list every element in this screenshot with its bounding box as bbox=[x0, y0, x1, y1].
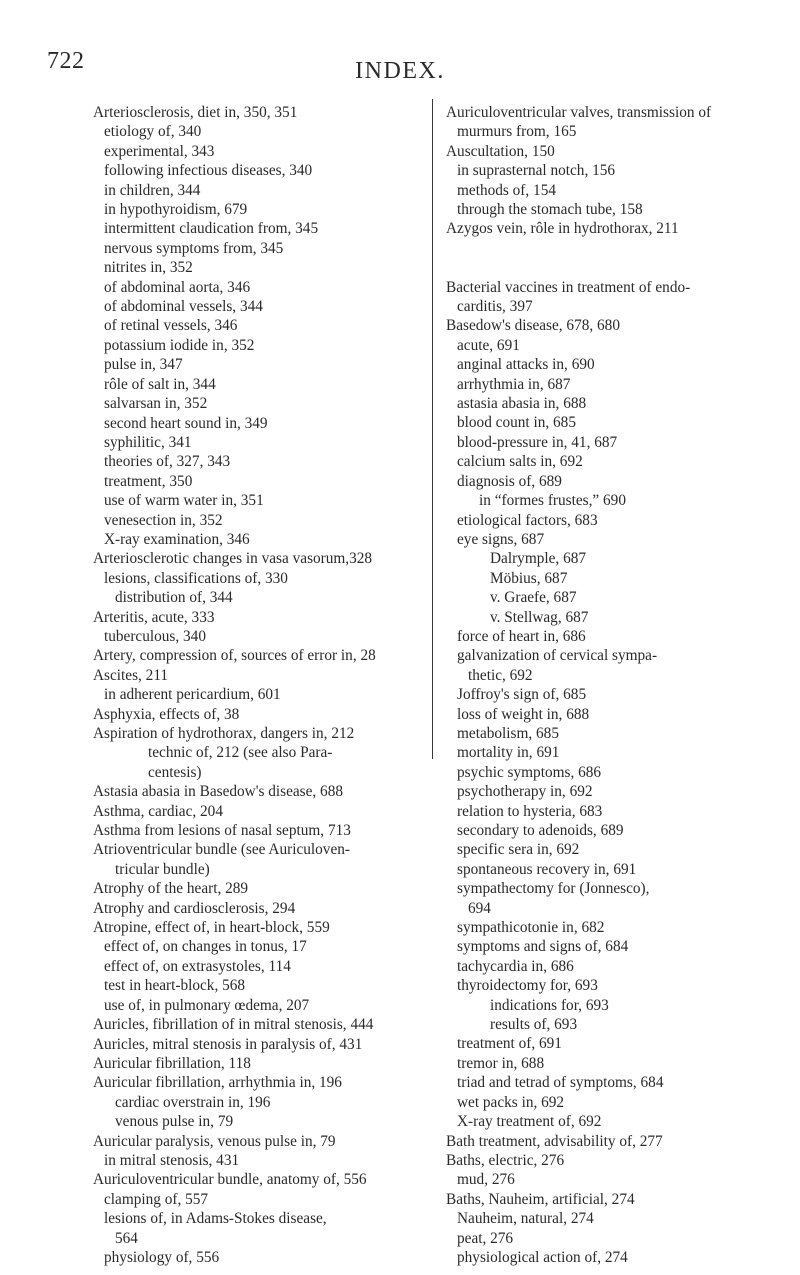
index-subentry: pulse in, 347 bbox=[104, 356, 183, 374]
index-subentry: v. Graefe, 687 bbox=[490, 589, 577, 607]
index-subentry: galvanization of cervical sympa- bbox=[457, 647, 658, 665]
index-entry: Astasia abasia in Basedow's disease, 688 bbox=[93, 783, 344, 801]
index-subentry: tricular bundle) bbox=[115, 860, 210, 878]
index-subentry: treatment, 350 bbox=[104, 472, 193, 490]
index-subentry: potassium iodide in, 352 bbox=[104, 336, 255, 354]
index-column-left bbox=[93, 103, 428, 1267]
index-subentry: use of, in pulmonary œdema, 207 bbox=[104, 996, 310, 1014]
index-subentry: secondary to adenoids, 689 bbox=[457, 822, 624, 839]
index-subentry: physiological action of, 274 bbox=[457, 1248, 628, 1266]
index-subentry: sympathicotonie in, 682 bbox=[457, 919, 605, 937]
index-subentry: through the stomach tube, 158 bbox=[457, 201, 643, 219]
index-subentry: blood-pressure in, 41, 687 bbox=[457, 433, 618, 451]
index-subentry: etiology of, 340 bbox=[104, 123, 202, 141]
index-subentry: psychic symptoms, 686 bbox=[457, 763, 602, 781]
index-subentry: 694 bbox=[468, 899, 491, 917]
index-subentry: lesions of, in Adams-Stokes disease, bbox=[104, 1210, 327, 1228]
index-entry: Arteriosclerosis, diet in, 350, 351 bbox=[93, 104, 298, 121]
index-subentry: centesis) bbox=[148, 763, 202, 781]
index-subentry: acute, 691 bbox=[457, 336, 520, 354]
index-subentry: anginal attacks in, 690 bbox=[457, 356, 595, 374]
index-subentry: blood count in, 685 bbox=[457, 414, 576, 432]
index-subentry: physiology of, 556 bbox=[104, 1248, 220, 1266]
index-subentry: cardiac overstrain in, 196 bbox=[115, 1093, 271, 1111]
index-subentry: in children, 344 bbox=[104, 181, 201, 199]
index-subentry: in hypothyroidism, 679 bbox=[104, 201, 248, 219]
index-subentry: second heart sound in, 349 bbox=[104, 414, 268, 432]
index-subentry: nervous symptoms from, 345 bbox=[104, 239, 284, 257]
index-entry: Auricular paralysis, venous pulse in, 79 bbox=[93, 1132, 336, 1150]
index-entry: Asthma, cardiac, 204 bbox=[93, 802, 223, 820]
index-subentry: metabolism, 685 bbox=[457, 724, 559, 742]
index-subentry: astasia abasia in, 688 bbox=[457, 395, 587, 413]
index-entry: Atrophy of the heart, 289 bbox=[93, 880, 249, 898]
index-subentry: spontaneous recovery in, 691 bbox=[457, 860, 637, 878]
index-subentry: theories of, 327, 343 bbox=[104, 453, 231, 471]
index-entry: Asphyxia, effects of, 38 bbox=[93, 705, 240, 723]
index-subentry: carditis, 397 bbox=[457, 298, 533, 316]
index-subentry: Nauheim, natural, 274 bbox=[457, 1210, 594, 1228]
index-subentry: murmurs from, 165 bbox=[457, 123, 577, 141]
index-subentry: etiological factors, 683 bbox=[457, 511, 598, 529]
index-subentry: eye signs, 687 bbox=[457, 530, 545, 548]
index-subentry: 564 bbox=[115, 1229, 138, 1247]
index-entry: Basedow's disease, 678, 680 bbox=[446, 317, 620, 335]
index-subentry: tachycardia in, 686 bbox=[457, 957, 574, 975]
column-divider bbox=[432, 99, 433, 759]
index-entry: Auricular fibrillation, 118 bbox=[93, 1054, 251, 1072]
index-subentry: use of warm water in, 351 bbox=[104, 492, 264, 510]
index-subentry: effect of, on changes in tonus, 17 bbox=[104, 938, 307, 956]
index-subentry: tremor in, 688 bbox=[457, 1054, 545, 1072]
index-subentry: methods of, 154 bbox=[457, 181, 556, 199]
index-subentry: nitrites in, 352 bbox=[104, 259, 193, 277]
index-subentry: distribution of, 344 bbox=[115, 589, 233, 607]
index-subentry: arrhythmia in, 687 bbox=[457, 375, 571, 393]
index-subentry: effect of, on extrasystoles, 114 bbox=[104, 957, 291, 975]
index-subentry: of abdominal vessels, 344 bbox=[104, 298, 263, 316]
index-entry: Ascites, 211 bbox=[93, 666, 169, 684]
index-subentry: experimental, 343 bbox=[104, 142, 215, 160]
index-entry: Auriculoventricular valves, transmission of bbox=[446, 104, 712, 121]
index-entry: Aspiration of hydrothorax, dangers in, 212 bbox=[93, 725, 355, 742]
index-subentry: loss of weight in, 688 bbox=[457, 705, 590, 723]
index-subentry: peat, 276 bbox=[457, 1229, 514, 1247]
index-subentry: treatment of, 691 bbox=[457, 1035, 562, 1053]
page-number: 722 bbox=[47, 48, 85, 74]
index-entry: Azygos vein, rôle in hydrothorax, 211 bbox=[446, 220, 679, 238]
index-subentry: Joffroy's sign of, 685 bbox=[457, 686, 587, 704]
index-subentry: in suprasternal notch, 156 bbox=[457, 162, 616, 180]
index-subentry: results of, 693 bbox=[490, 1016, 578, 1034]
index-subentry: salvarsan in, 352 bbox=[104, 395, 208, 413]
index-subentry: calcium salts in, 692 bbox=[457, 453, 583, 471]
index-subentry: symptoms and signs of, 684 bbox=[457, 938, 629, 956]
index-subentry: of abdominal aorta, 346 bbox=[104, 278, 251, 296]
index-subentry: rôle of salt in, 344 bbox=[104, 375, 216, 393]
index-subentry: thyroidectomy for, 693 bbox=[457, 977, 598, 995]
index-subentry: in adherent pericardium, 601 bbox=[104, 686, 281, 704]
spacer bbox=[446, 239, 771, 258]
index-subentry: in “formes frustes,” 690 bbox=[479, 492, 626, 510]
index-subentry: mud, 276 bbox=[457, 1171, 515, 1189]
index-subentry: diagnosis of, 689 bbox=[457, 472, 562, 490]
index-entry: Bacterial vaccines in treatment of endo- bbox=[446, 278, 691, 296]
index-subentry: thetic, 692 bbox=[468, 666, 533, 684]
index-subentry: test in heart-block, 568 bbox=[104, 977, 246, 995]
index-entry: Auscultation, 150 bbox=[446, 142, 555, 160]
index-subentry: lesions, classifications of, 330 bbox=[104, 569, 288, 587]
index-subentry: triad and tetrad of symptoms, 684 bbox=[457, 1074, 664, 1092]
index-subentry: in mitral stenosis, 431 bbox=[104, 1151, 240, 1169]
index-subentry: wet packs in, 692 bbox=[457, 1093, 565, 1111]
index-subentry: sympathectomy for (Jonnesco), bbox=[457, 880, 650, 898]
index-subentry: syphilitic, 341 bbox=[104, 433, 192, 451]
index-entry: Baths, electric, 276 bbox=[446, 1151, 565, 1169]
index-entry: Atrophy and cardiosclerosis, 294 bbox=[93, 899, 296, 917]
index-subentry: X-ray treatment of, 692 bbox=[457, 1113, 602, 1131]
index-subentry: technic of, 212 (see also Para- bbox=[148, 744, 333, 762]
index-column-right bbox=[446, 103, 771, 1267]
index-entry: Bath treatment, advisability of, 277 bbox=[446, 1132, 663, 1150]
index-subentry: psychotherapy in, 692 bbox=[457, 783, 593, 801]
index-subentry: venous pulse in, 79 bbox=[115, 1113, 234, 1131]
index-entry: Auricular fibrillation, arrhythmia in, 196 bbox=[93, 1074, 342, 1092]
index-entry: Baths, Nauheim, artificial, 274 bbox=[446, 1190, 635, 1208]
index-entry: Artery, compression of, sources of error in, 28 bbox=[93, 647, 376, 665]
index-subentry: Dalrymple, 687 bbox=[490, 550, 587, 568]
index-entry: Auricles, fibrillation of in mitral stenosis, 444 bbox=[93, 1016, 374, 1034]
index-entry: Atropine, effect of, in heart-block, 559 bbox=[93, 919, 330, 937]
index-subentry: of retinal vessels, 346 bbox=[104, 317, 238, 335]
index-subentry: specific sera in, 692 bbox=[457, 841, 580, 859]
index-entry: Atrioventricular bundle (see Auriculoven- bbox=[93, 841, 350, 859]
index-entry: Arteritis, acute, 333 bbox=[93, 608, 215, 626]
index-subentry: Möbius, 687 bbox=[490, 569, 568, 587]
index-subentry: clamping of, 557 bbox=[104, 1190, 209, 1208]
index-subentry: relation to hysteria, 683 bbox=[457, 802, 603, 820]
index-subentry: tuberculous, 340 bbox=[104, 627, 206, 645]
index-subentry: following infectious diseases, 340 bbox=[104, 162, 313, 180]
index-entry: Auricles, mitral stenosis in paralysis of, 431 bbox=[93, 1035, 363, 1053]
index-entry: Asthma from lesions of nasal septum, 713 bbox=[93, 822, 351, 840]
index-subentry: X-ray examination, 346 bbox=[104, 530, 250, 548]
index-subentry: intermittent claudication from, 345 bbox=[104, 220, 319, 238]
page-title: INDEX. bbox=[355, 58, 445, 84]
index-entry: Auriculoventricular bundle, anatomy of, 556 bbox=[93, 1171, 367, 1189]
index-subentry: force of heart in, 686 bbox=[457, 627, 586, 645]
index-subentry: indications for, 693 bbox=[490, 996, 609, 1014]
index-entry: Arteriosclerotic changes in vasa vasorum,328 bbox=[93, 550, 373, 568]
index-subentry: v. Stellwag, 687 bbox=[490, 608, 589, 626]
spacer bbox=[446, 258, 771, 277]
index-subentry: venesection in, 352 bbox=[104, 511, 223, 529]
index-subentry: mortality in, 691 bbox=[457, 744, 560, 762]
